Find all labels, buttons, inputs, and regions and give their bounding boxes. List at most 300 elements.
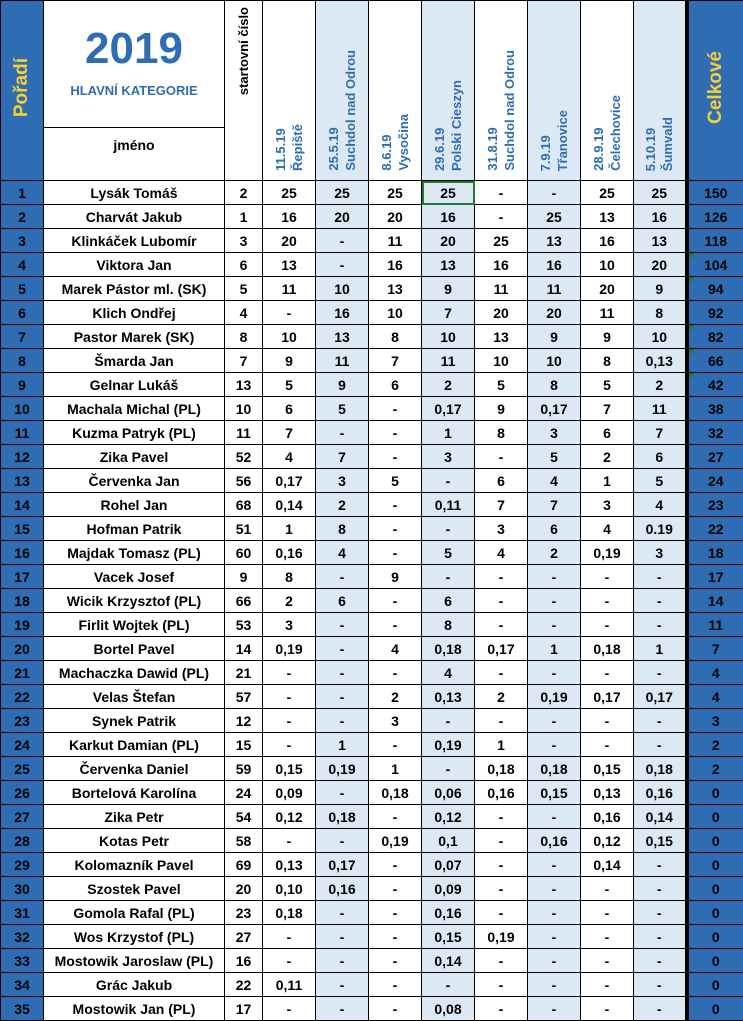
score-cell: - — [369, 421, 422, 445]
score-cell: 9 — [634, 277, 687, 301]
score-cell: - — [528, 733, 581, 757]
score-cell: - — [634, 973, 687, 997]
table-row — [1, 181, 743, 205]
rank-cell: 21 — [1, 661, 44, 685]
score-cell: 0,14 — [634, 805, 687, 829]
score-cell: - — [316, 253, 369, 277]
table-row — [1, 709, 743, 733]
name-cell: Rohel Jan — [44, 493, 225, 517]
rank-cell: 12 — [1, 445, 44, 469]
score-cell: 5 — [528, 445, 581, 469]
rank-cell: 9 — [1, 373, 44, 397]
score-cell: 0,17 — [422, 397, 475, 421]
table-row — [1, 901, 743, 925]
score-cell: - — [475, 853, 528, 877]
score-cell: - — [475, 805, 528, 829]
name-cell: Lysák Tomáš — [44, 181, 225, 205]
start-number-cell: 13 — [225, 373, 263, 397]
score-cell: 0,12 — [422, 805, 475, 829]
score-cell: 0,08 — [422, 997, 475, 1021]
total-cell: 0 — [687, 805, 743, 829]
score-cell: 0,09 — [422, 877, 475, 901]
table-row — [1, 853, 743, 877]
start-number-cell: 21 — [225, 661, 263, 685]
score-cell: 3 — [369, 709, 422, 733]
total-cell: 23 — [687, 493, 743, 517]
rank-cell: 2 — [1, 205, 44, 229]
score-cell: 9 — [528, 325, 581, 349]
table-row — [1, 781, 743, 805]
score-cell: 2 — [422, 373, 475, 397]
start-number-cell: 16 — [225, 949, 263, 973]
score-cell: 2 — [581, 445, 634, 469]
start-number-cell: 10 — [225, 397, 263, 421]
name-cell: Klich Ondřej — [44, 301, 225, 325]
total-cell: 0 — [687, 997, 743, 1021]
score-cell: 0,18 — [422, 637, 475, 661]
score-cell: 0,19 — [422, 733, 475, 757]
score-cell: 7 — [528, 493, 581, 517]
table-row — [1, 973, 743, 997]
score-cell: - — [263, 829, 316, 853]
score-cell: - — [475, 565, 528, 589]
score-cell: 0,15 — [581, 757, 634, 781]
start-number-cell: 54 — [225, 805, 263, 829]
score-cell: - — [581, 733, 634, 757]
name-cell: Mostowik Jan (PL) — [44, 997, 225, 1021]
score-cell: 16 — [475, 253, 528, 277]
total-cell: 0 — [687, 949, 743, 973]
score-cell: 6 — [263, 397, 316, 421]
name-cell: Zika Pavel — [44, 445, 225, 469]
score-cell: 7 — [369, 349, 422, 373]
total-cell: 0 — [687, 877, 743, 901]
rank-cell: 23 — [1, 709, 44, 733]
score-cell: 0,15 — [422, 925, 475, 949]
start-number-cell: 12 — [225, 709, 263, 733]
table-row — [1, 637, 743, 661]
rank-cell: 19 — [1, 613, 44, 637]
score-cell: 0,11 — [263, 973, 316, 997]
score-cell: 0,07 — [422, 853, 475, 877]
score-cell: 11 — [263, 277, 316, 301]
score-cell: 0,19 — [475, 925, 528, 949]
score-cell: 3 — [475, 517, 528, 541]
score-cell: 4 — [634, 493, 687, 517]
name-cell: Szostek Pavel — [44, 877, 225, 901]
score-cell: 0,13 — [263, 853, 316, 877]
score-cell: 0,14 — [581, 853, 634, 877]
start-number-cell: 24 — [225, 781, 263, 805]
score-cell: 0,19 — [369, 829, 422, 853]
score-cell: - — [528, 709, 581, 733]
score-cell: - — [316, 229, 369, 253]
table-row — [1, 805, 743, 829]
start-number-cell: 68 — [225, 493, 263, 517]
race-header-4: 29.6.19 Polski Cieszyn — [422, 1, 475, 181]
name-cell: Gelnar Lukáš — [44, 373, 225, 397]
score-cell: - — [581, 613, 634, 637]
score-cell: 2 — [475, 685, 528, 709]
score-cell: 0,10 — [263, 877, 316, 901]
score-cell: 0,13 — [422, 685, 475, 709]
score-cell: - — [369, 877, 422, 901]
table-row — [1, 517, 743, 541]
score-cell: 8 — [316, 517, 369, 541]
rank-cell: 24 — [1, 733, 44, 757]
score-cell: - — [528, 661, 581, 685]
score-cell: 11 — [581, 301, 634, 325]
table-row — [1, 229, 743, 253]
score-cell: - — [263, 709, 316, 733]
score-cell: 2 — [634, 373, 687, 397]
score-cell: 11 — [422, 349, 475, 373]
score-cell: 0,19 — [581, 541, 634, 565]
score-cell: 11 — [369, 229, 422, 253]
score-cell: - — [634, 997, 687, 1021]
score-cell: 2 — [528, 541, 581, 565]
total-cell: 2 — [687, 733, 743, 757]
total-cell: 92 — [687, 301, 743, 325]
name-cell: Klinkáček Lubomír — [44, 229, 225, 253]
score-cell: 0,16 — [581, 805, 634, 829]
score-cell: 7 — [475, 493, 528, 517]
score-cell: 1 — [475, 733, 528, 757]
score-cell: 13 — [263, 253, 316, 277]
name-cell: Pastor Marek (SK) — [44, 325, 225, 349]
score-cell: - — [422, 517, 475, 541]
score-cell: - — [581, 709, 634, 733]
score-cell: - — [316, 949, 369, 973]
score-cell: 16 — [422, 205, 475, 229]
score-cell: - — [581, 949, 634, 973]
start-number-cell: 69 — [225, 853, 263, 877]
score-cell: 1 — [263, 517, 316, 541]
name-cell: Zika Petr — [44, 805, 225, 829]
score-cell: 6 — [316, 589, 369, 613]
start-number-cell: 9 — [225, 565, 263, 589]
score-cell: 10 — [475, 349, 528, 373]
start-number-cell: 6 — [225, 253, 263, 277]
score-cell: 0,16 — [475, 781, 528, 805]
score-cell: - — [475, 661, 528, 685]
score-cell: 20 — [634, 253, 687, 277]
score-cell: 8 — [422, 613, 475, 637]
score-cell: 0,1 — [422, 829, 475, 853]
score-cell: 8 — [528, 373, 581, 397]
score-cell: 9 — [581, 325, 634, 349]
score-cell: - — [316, 661, 369, 685]
rank-cell: 1 — [1, 181, 44, 205]
score-cell: 13 — [475, 325, 528, 349]
score-cell: - — [634, 613, 687, 637]
name-cell: Červenka Jan — [44, 469, 225, 493]
rank-cell: 10 — [1, 397, 44, 421]
score-cell: 7 — [422, 301, 475, 325]
start-number-cell: 5 — [225, 277, 263, 301]
rank-cell: 27 — [1, 805, 44, 829]
score-cell: 0,18 — [316, 805, 369, 829]
score-cell: 7 — [581, 397, 634, 421]
score-cell: 0,18 — [528, 757, 581, 781]
start-number-cell: 56 — [225, 469, 263, 493]
score-cell: 0,16 — [316, 877, 369, 901]
score-cell: 8 — [475, 421, 528, 445]
score-cell: 9 — [263, 349, 316, 373]
rank-cell: 5 — [1, 277, 44, 301]
score-cell: - — [369, 661, 422, 685]
score-cell: - — [316, 613, 369, 637]
table-row — [1, 253, 743, 277]
score-cell: 4 — [263, 445, 316, 469]
score-cell: 0,16 — [528, 829, 581, 853]
start-number-cell: 15 — [225, 733, 263, 757]
name-cell: Grác Jakub — [44, 973, 225, 997]
score-cell: - — [369, 853, 422, 877]
name-cell: Charvát Jakub — [44, 205, 225, 229]
score-cell: 4 — [528, 469, 581, 493]
score-cell: - — [634, 853, 687, 877]
total-cell: 32 — [687, 421, 743, 445]
score-cell: 13 — [369, 277, 422, 301]
score-cell: 13 — [422, 253, 475, 277]
score-cell: 9 — [369, 565, 422, 589]
score-cell: - — [422, 757, 475, 781]
start-number-cell: 14 — [225, 637, 263, 661]
score-cell: - — [316, 997, 369, 1021]
table-row — [1, 373, 743, 397]
score-cell: 5 — [316, 397, 369, 421]
rank-cell: 25 — [1, 757, 44, 781]
table-row — [1, 685, 743, 709]
score-cell: - — [369, 949, 422, 973]
score-cell: - — [528, 181, 581, 205]
start-number-cell: 3 — [225, 229, 263, 253]
score-cell: 1 — [581, 469, 634, 493]
score-cell: - — [581, 661, 634, 685]
rank-cell: 3 — [1, 229, 44, 253]
score-cell: 10 — [634, 325, 687, 349]
score-cell: 0.19 — [634, 517, 687, 541]
name-cell: Mostowik Jaroslaw (PL) — [44, 949, 225, 973]
total-cell: 0 — [687, 925, 743, 949]
score-cell: - — [475, 709, 528, 733]
score-cell: - — [316, 973, 369, 997]
score-cell: - — [634, 709, 687, 733]
score-cell: 20 — [422, 229, 475, 253]
score-cell: 4 — [422, 661, 475, 685]
name-cell: Viktora Jan — [44, 253, 225, 277]
score-cell: - — [528, 973, 581, 997]
start-number-cell: 66 — [225, 589, 263, 613]
score-cell: - — [475, 613, 528, 637]
score-cell: 20 — [263, 229, 316, 253]
name-cell: Šmarda Jan — [44, 349, 225, 373]
score-cell: - — [263, 997, 316, 1021]
total-cell: 104 — [687, 253, 743, 277]
score-cell: 0,19 — [528, 685, 581, 709]
score-cell: 0,17 — [475, 637, 528, 661]
score-cell: 0,17 — [581, 685, 634, 709]
score-cell: - — [263, 925, 316, 949]
score-cell: 20 — [475, 301, 528, 325]
score-cell: - — [369, 925, 422, 949]
score-cell: 4 — [475, 541, 528, 565]
score-cell: - — [475, 997, 528, 1021]
score-cell: 0,15 — [263, 757, 316, 781]
score-cell: 0,16 — [422, 901, 475, 925]
score-cell: - — [475, 829, 528, 853]
start-number-cell: 11 — [225, 421, 263, 445]
score-cell: 0,13 — [634, 349, 687, 373]
score-cell: 20 — [528, 301, 581, 325]
score-cell: - — [316, 421, 369, 445]
name-cell: Firlit Wojtek (PL) — [44, 613, 225, 637]
score-cell: 10 — [263, 325, 316, 349]
start-number-cell: 1 — [225, 205, 263, 229]
score-cell: - — [581, 877, 634, 901]
table-row — [1, 325, 743, 349]
total-cell: 38 — [687, 397, 743, 421]
score-cell: 2 — [263, 589, 316, 613]
score-cell: - — [581, 565, 634, 589]
name-cell: Vacek Josef — [44, 565, 225, 589]
table-row — [1, 397, 743, 421]
start-number-cell: 8 — [225, 325, 263, 349]
score-cell: 25 — [581, 181, 634, 205]
rank-cell: 34 — [1, 973, 44, 997]
rank-cell: 35 — [1, 997, 44, 1021]
table-row — [1, 469, 743, 493]
score-cell: - — [528, 853, 581, 877]
total-cell: 66 — [687, 349, 743, 373]
score-cell: - — [316, 637, 369, 661]
rank-cell: 14 — [1, 493, 44, 517]
score-cell: - — [634, 949, 687, 973]
score-cell: 1 — [634, 637, 687, 661]
start-number-header: startovní číslo — [225, 1, 263, 181]
score-cell: 0,13 — [581, 781, 634, 805]
score-cell: - — [369, 445, 422, 469]
total-cell: 4 — [687, 685, 743, 709]
rank-cell: 31 — [1, 901, 44, 925]
score-cell: - — [528, 901, 581, 925]
name-cell: Kotas Petr — [44, 829, 225, 853]
score-cell: 0,18 — [581, 637, 634, 661]
total-cell: 118 — [687, 229, 743, 253]
score-cell: - — [528, 925, 581, 949]
table-row — [1, 949, 743, 973]
total-cell: 126 — [687, 205, 743, 229]
score-cell: 5 — [475, 373, 528, 397]
score-cell: 1 — [422, 421, 475, 445]
table-row — [1, 205, 743, 229]
score-cell: 3 — [634, 541, 687, 565]
score-cell: - — [634, 589, 687, 613]
score-cell: 6 — [422, 589, 475, 613]
score-cell: - — [634, 661, 687, 685]
score-cell: 25 — [475, 229, 528, 253]
score-cell: 0,09 — [263, 781, 316, 805]
score-cell: - — [528, 949, 581, 973]
score-cell: 5 — [263, 373, 316, 397]
score-cell: - — [475, 181, 528, 205]
score-cell: 5 — [369, 469, 422, 493]
total-cell: 3 — [687, 709, 743, 733]
table-row — [1, 301, 743, 325]
category-title: HLAVNÍ KATEGORIE — [70, 83, 198, 98]
score-cell: 0,17 — [316, 853, 369, 877]
score-cell: 13 — [528, 229, 581, 253]
start-number-cell: 4 — [225, 301, 263, 325]
score-cell: 11 — [528, 277, 581, 301]
score-cell: 20 — [581, 277, 634, 301]
score-cell: 16 — [369, 253, 422, 277]
start-number-cell: 58 — [225, 829, 263, 853]
name-cell: Wos Krzystof (PL) — [44, 925, 225, 949]
rank-cell: 8 — [1, 349, 44, 373]
score-cell: 4 — [316, 541, 369, 565]
name-cell: Gomola Rafal (PL) — [44, 901, 225, 925]
score-cell: - — [634, 565, 687, 589]
score-cell: 0,17 — [528, 397, 581, 421]
score-cell: - — [634, 901, 687, 925]
score-cell: 0,19 — [316, 757, 369, 781]
score-cell: - — [316, 829, 369, 853]
score-cell: - — [581, 925, 634, 949]
score-cell: 2 — [369, 685, 422, 709]
score-cell: 20 — [369, 205, 422, 229]
table-row — [1, 661, 743, 685]
score-cell: - — [475, 589, 528, 613]
start-number-cell: 17 — [225, 997, 263, 1021]
total-cell: 17 — [687, 565, 743, 589]
score-cell: 4 — [369, 637, 422, 661]
start-number-cell: 51 — [225, 517, 263, 541]
name-cell: Marek Pástor ml. (SK) — [44, 277, 225, 301]
start-number-cell: 57 — [225, 685, 263, 709]
score-cell: - — [581, 589, 634, 613]
total-cell: 14 — [687, 589, 743, 613]
table-row — [1, 589, 743, 613]
race-header-7: 28.9.19 Čelechovice — [581, 1, 634, 181]
score-cell: 3 — [422, 445, 475, 469]
score-cell: 0,15 — [634, 829, 687, 853]
score-cell: 5 — [581, 373, 634, 397]
race-header-1: 11.5.19 Řepiště — [263, 1, 316, 181]
name-cell: Bortelová Karolína — [44, 781, 225, 805]
score-cell: 7 — [263, 421, 316, 445]
name-cell: Bortel Pavel — [44, 637, 225, 661]
score-cell: 0,06 — [422, 781, 475, 805]
total-cell: 7 — [687, 637, 743, 661]
score-cell: 8 — [581, 349, 634, 373]
rank-cell: 30 — [1, 877, 44, 901]
score-cell: 11 — [475, 277, 528, 301]
score-cell: 9 — [422, 277, 475, 301]
score-cell: - — [369, 397, 422, 421]
table-row — [1, 925, 743, 949]
name-cell: Červenka Daniel — [44, 757, 225, 781]
total-header: Celkové — [687, 1, 743, 181]
score-cell: 10 — [528, 349, 581, 373]
score-cell: - — [634, 877, 687, 901]
rank-header: Pořadí — [1, 1, 44, 181]
start-number-cell: 23 — [225, 901, 263, 925]
table-row — [1, 877, 743, 901]
title-block — [44, 1, 225, 181]
score-cell: 5 — [634, 469, 687, 493]
